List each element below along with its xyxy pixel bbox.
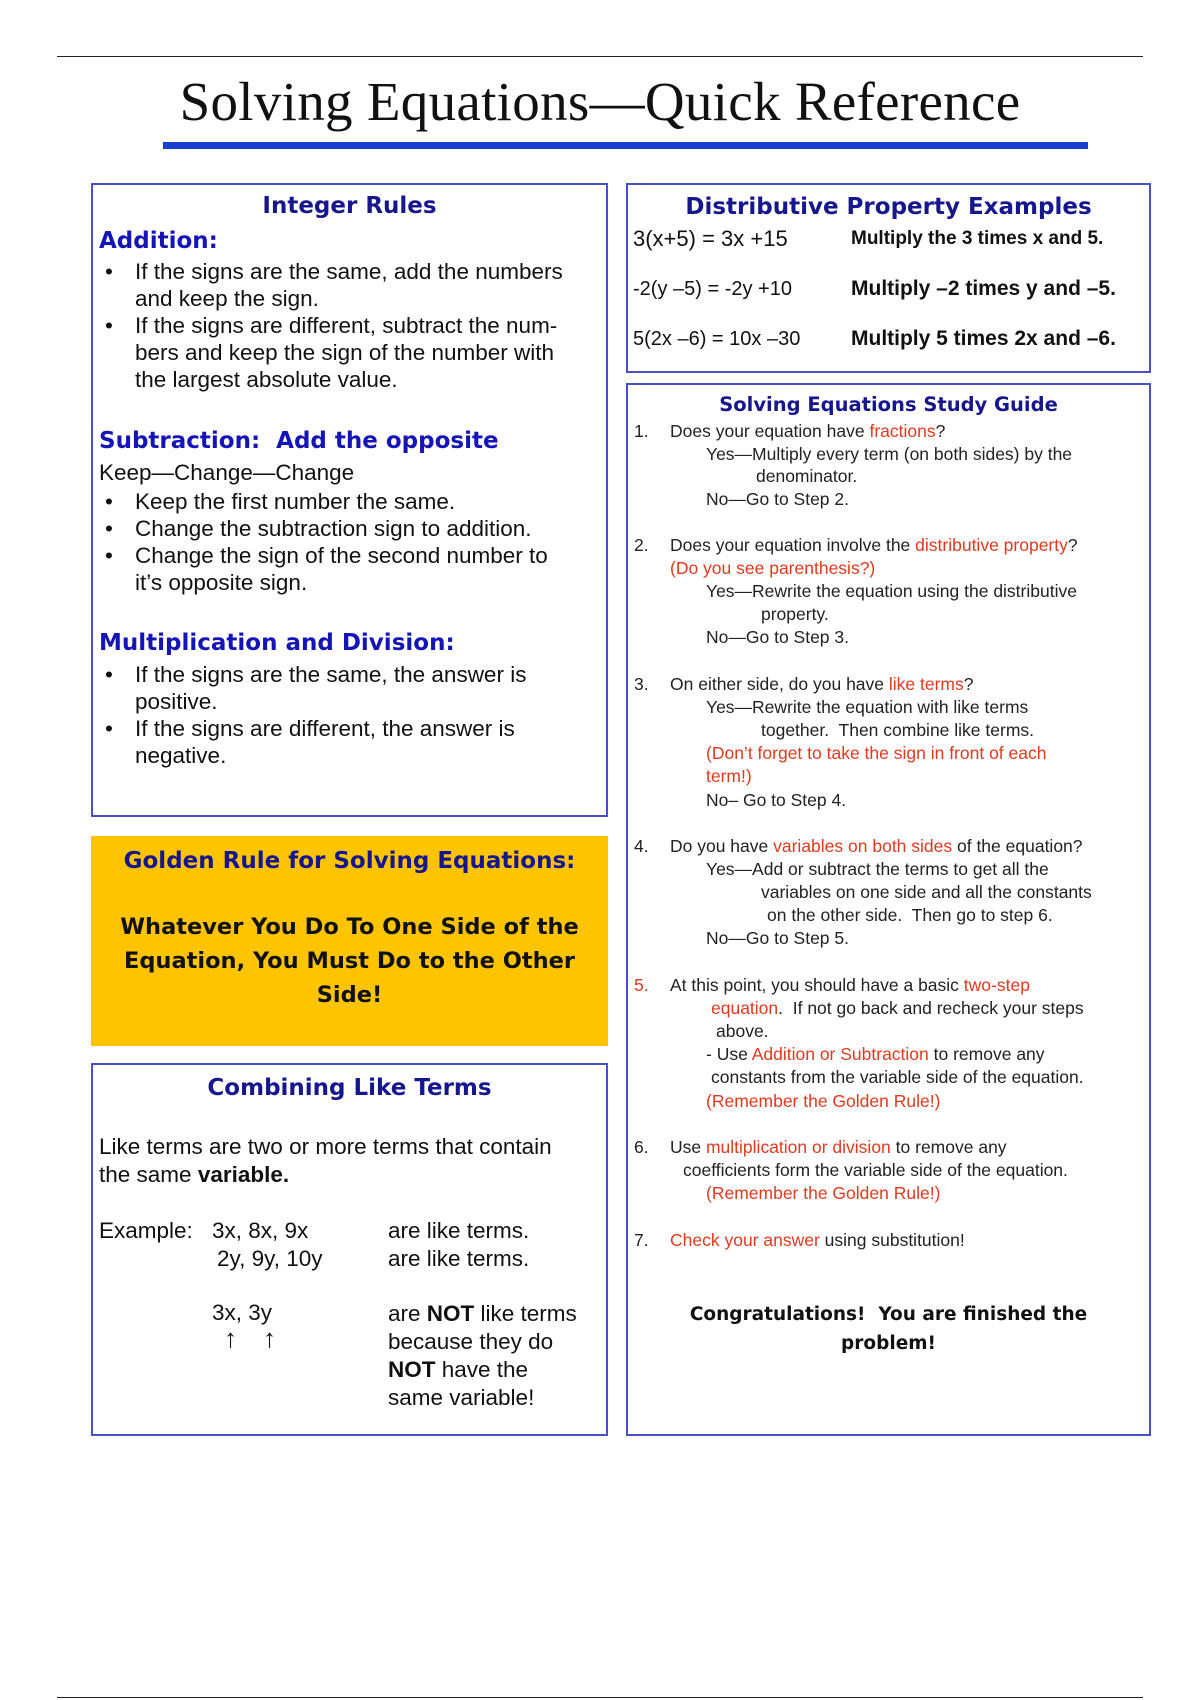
combining-like-terms-box: [91, 1063, 608, 1436]
step-4-yes-cont-2: on the other side. Then go to step 6.: [767, 905, 1053, 925]
example-3-terms: 3x, 3y: [212, 1300, 273, 1325]
title-underline: [163, 142, 1088, 149]
step-2-yes-cont: property.: [761, 604, 829, 624]
step-1-yes-cont: denominator.: [756, 466, 858, 486]
step-3-number: 3.: [634, 674, 649, 694]
step-2-hint: (Do you see parenthesis?): [670, 558, 876, 578]
step-1-number: 1.: [634, 421, 649, 441]
step-2-question: Does your equation involve the distributive property?: [670, 535, 1078, 555]
multiplication-rule-same: • If the signs are the same, the answer is positive.: [99, 661, 604, 715]
combining-definition: Like terms are two or more terms that contain the same variable.: [99, 1134, 552, 1187]
step-3-hint-cont: term!): [706, 766, 752, 786]
step-3-yes: Yes—Rewrite the equation with like terms: [706, 697, 1029, 717]
step-7-line: Check your answer using substitution!: [670, 1230, 965, 1250]
study-guide-heading: Solving Equations Study Guide: [719, 393, 1058, 416]
distributive-desc-1: Multiply the 3 times x and 5.: [851, 228, 1104, 249]
example-1-desc: are like terms.: [388, 1218, 530, 1243]
golden-rule-heading: Golden Rule for Solving Equations:: [123, 848, 576, 874]
step-3-yes-cont: together. Then combine like terms.: [761, 720, 1035, 740]
distributive-heading: Distributive Property Examples: [685, 194, 1092, 220]
example-label: Example:: [99, 1218, 193, 1243]
step-1-question: Does your equation have fractions?: [670, 421, 946, 441]
step-6-line-3: (Remember the Golden Rule!): [706, 1183, 941, 1203]
multiplication-rule-different: • If the signs are different, the answer is negative.: [99, 715, 604, 769]
example-2-desc: are like terms.: [388, 1246, 530, 1271]
multiplication-heading: Multiplication and Division:: [99, 630, 455, 656]
addition-heading: Addition:: [99, 228, 218, 254]
subtraction-rule-change: • Change the subtraction sign to addition.: [99, 515, 604, 542]
step-3-no: No– Go to Step 4.: [706, 790, 847, 810]
step-4-yes: Yes—Add or subtract the terms to get all the: [706, 859, 1049, 879]
distributive-desc-2: Multiply –2 times y and –5.: [851, 277, 1116, 300]
golden-rule-box: [91, 836, 608, 1046]
step-4-number: 4.: [634, 836, 649, 856]
bottom-rule: [57, 1697, 1143, 1698]
step-4-no: No—Go to Step 5.: [706, 928, 849, 948]
step-1-no: No—Go to Step 2.: [706, 489, 849, 509]
subtraction-mnemonic: Keep—Change—Change: [99, 460, 355, 485]
step-5-line-4: - Use Addition or Subtraction to remove any: [706, 1044, 1045, 1064]
distributive-property-box: [626, 183, 1151, 373]
step-4-question: Do you have variables on both sides of the equation?: [670, 836, 1083, 856]
top-rule: [57, 56, 1143, 57]
integer-rules-heading: Integer Rules: [262, 193, 437, 219]
step-4-yes-cont: variables on one side and all the constants: [761, 882, 1092, 902]
step-5-line-6: (Remember the Golden Rule!): [706, 1091, 941, 1111]
distributive-eq-2: -2(y –5) = -2y +10: [633, 278, 792, 300]
step-5-line-3: above.: [716, 1021, 769, 1041]
step-3-hint: (Don’t forget to take the sign in front of each: [706, 743, 1047, 763]
addition-rule-same: • If the signs are the same, add the numbers and keep the sign.: [99, 258, 604, 312]
congratulations-message: Congratulations! You are finished the problem!: [689, 1304, 1088, 1354]
step-2-number: 2.: [634, 535, 649, 555]
subtraction-rules: [99, 488, 604, 596]
step-6-number: 6.: [634, 1137, 649, 1157]
example-1-terms: 3x, 8x, 9x: [212, 1218, 309, 1243]
example-3-desc: are NOT like terms because they do NOT have the same variable!: [388, 1301, 577, 1410]
step-2-yes: Yes—Rewrite the equation using the distributive: [706, 581, 1077, 601]
step-7-number: 7.: [634, 1230, 649, 1250]
subtraction-rule-keep: • Keep the first number the same.: [99, 488, 604, 515]
study-guide-box: [626, 383, 1151, 1436]
step-5-line-5: constants from the variable side of the equation.: [711, 1067, 1084, 1087]
distributive-desc-3: Multiply 5 times 2x and –6.: [851, 327, 1116, 350]
example-2-terms: 2y, 9y, 10y: [217, 1246, 323, 1271]
page-title: Solving Equations—Quick Reference: [179, 71, 1021, 132]
arrow-up-icon: ↑: [263, 1323, 276, 1353]
combining-heading: Combining Like Terms: [207, 1075, 492, 1101]
distributive-eq-1: 3(x+5) = 3x +15: [633, 226, 788, 251]
step-5-line-1: At this point, you should have a basic two-step: [670, 975, 1030, 995]
step-5-line-2: equation. If not go back and recheck your steps: [711, 998, 1084, 1018]
step-1-yes: Yes—Multiply every term (on both sides) by the: [706, 444, 1073, 464]
step-5-number: 5.: [634, 975, 649, 995]
subtraction-heading: Subtraction: Add the opposite: [99, 428, 499, 454]
step-6-line-2: coefficients form the variable side of the equation.: [683, 1160, 1068, 1180]
addition-rule-different: • If the signs are different, subtract the num- bers and keep the sign of the number with the largest absolute value.: [99, 312, 604, 393]
step-2-no: No—Go to Step 3.: [706, 627, 849, 647]
arrow-up-icon: ↑: [224, 1323, 237, 1353]
subtraction-rule-sign: • Change the sign of the second number to it’s opposite sign.: [99, 542, 604, 596]
addition-rules: [99, 258, 604, 393]
golden-rule-body: Whatever You Do To One Side of the Equation, You Must Do to the Other Side!: [120, 914, 579, 1008]
step-6-line-1: Use multiplication or division to remove any: [670, 1137, 1007, 1157]
step-3-question: On either side, do you have like terms?: [670, 674, 974, 694]
distributive-eq-3: 5(2x –6) = 10x –30: [633, 328, 801, 350]
integer-rules-box: [91, 183, 608, 817]
multiplication-rules: [99, 661, 604, 769]
